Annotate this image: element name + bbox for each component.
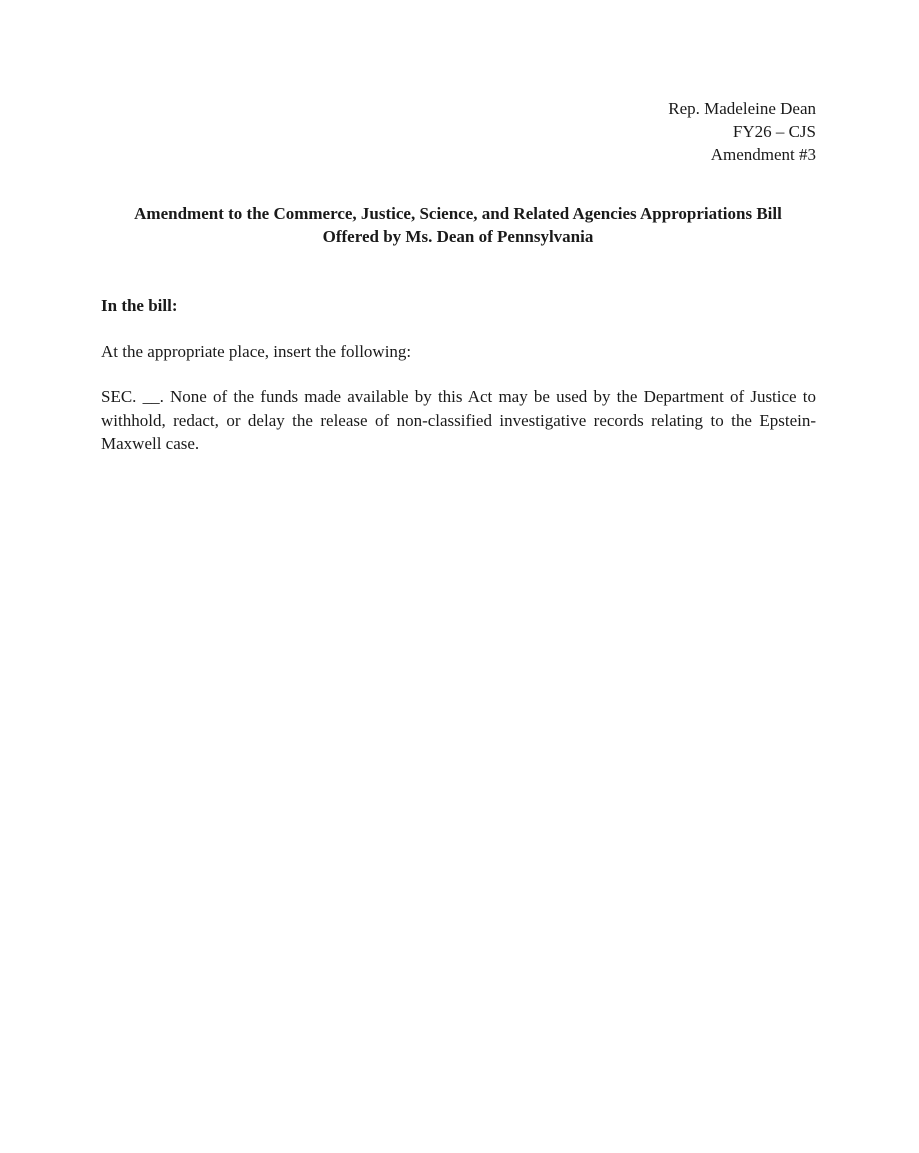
- bill-code: FY26 – CJS: [732, 122, 816, 141]
- insertion-instruction: At the appropriate place, insert the following:: [101, 342, 412, 361]
- section-heading: In the bill:: [101, 296, 178, 315]
- title-line-bill: Amendment to the Commerce, Justice, Science, and Related Agencies Appropriations Bill: [134, 204, 782, 223]
- title-line-offered-by: Offered by Ms. Dean of Pennsylvania: [322, 227, 594, 246]
- document-title: [100, 202, 816, 248]
- document-header: [668, 97, 816, 166]
- sponsor-name: Rep. Madeleine Dean: [668, 99, 816, 118]
- amendment-number: Amendment #3: [710, 145, 816, 164]
- section-text: SEC. __. None of the funds made available by this Act may be used by the Department of Justice to withhold, redact, or delay the release of non-classified investigative records relating to the Epstein-Maxwell case.: [101, 387, 816, 453]
